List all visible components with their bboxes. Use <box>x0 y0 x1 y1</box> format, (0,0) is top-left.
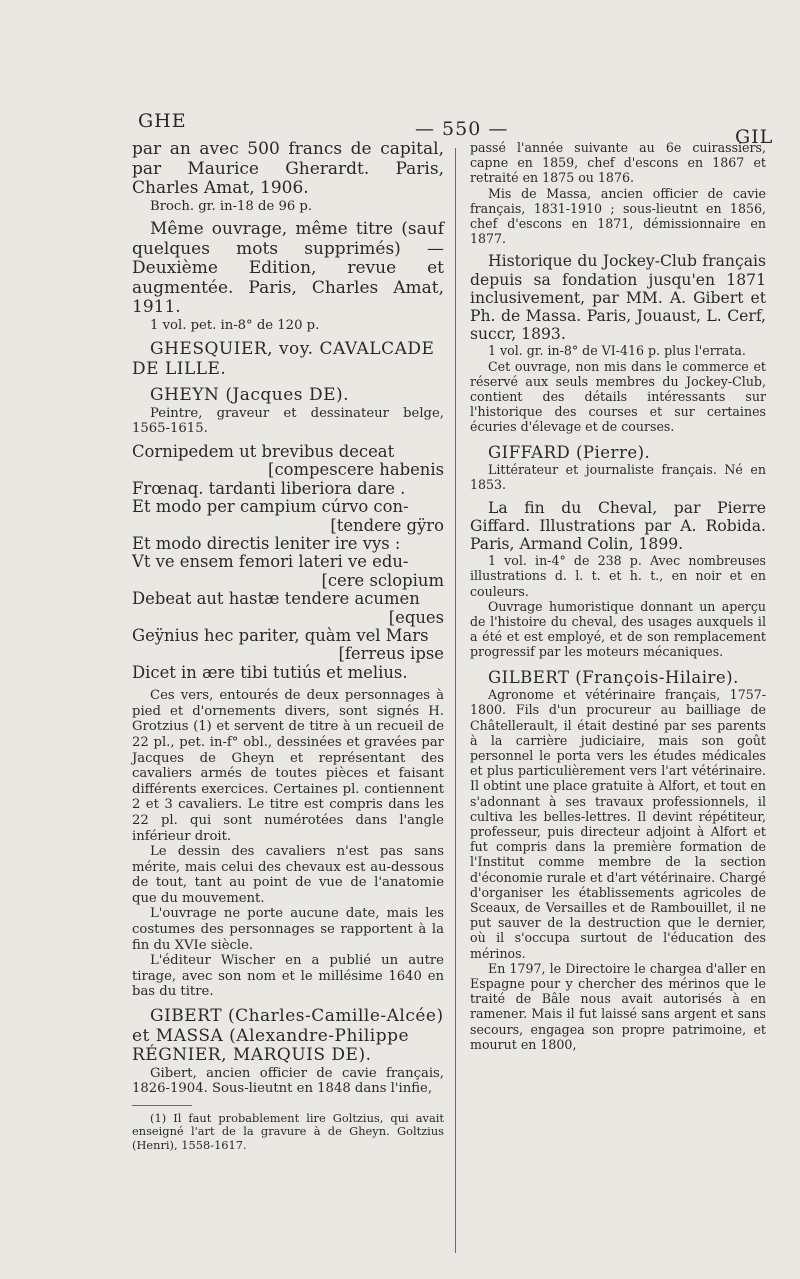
entry-note: Cet ouvrage, non mis dans le commerce et réservé aux seuls membres du Jockey-Club, contient des détails intéressants sur l'historique des courses et sur certaines écuries d'élevage et de courses. <box>470 358 766 435</box>
running-head-right: GIL <box>735 126 774 148</box>
entry-heading: GIFFARD (Pierre). <box>488 442 651 462</box>
verse-line: Debeat aut hastæ tendere acumen <box>132 589 420 609</box>
entry-note: Ouvrage humoristique donnant un aperçu de l'histoire du cheval, des usages auxquels il a été et est employé, et de son remplacement progressif par les moteurs mécaniques. <box>470 598 766 660</box>
page-number: — 550 — <box>415 118 509 140</box>
entry-heading: GILBERT (François-Hilaire). <box>488 667 739 687</box>
entry-note: Peintre, graveur et dessinateur belge, 1565-1615. <box>132 405 444 437</box>
verse-line: Frœnaq. tardanti liberiora dare . <box>132 478 406 498</box>
entry-note: Ces vers, entourés de deux personnages à pied et d'ornements divers, sont signés H. Grotzius (1) et servent de titre à un recueil de 22 pl., pet. in-f° obl., dessinées et gravées par Jacques de Gheyn et représentant des cavaliers armés de toutes pièces et faisant différents exercices. Certaines pl. contiennent 2 et 3 cavaliers. Le titre est compris dans les 22 pl. qui sont numérotées dans l'angle inférieur droit. <box>132 688 444 844</box>
entry-note: Agronome et vétérinaire français, 1757-1800. Fils d'un procureur au bailliage de Châtellerault, il était destiné par ses parents à la carrière judiciaire, mais son goût personnel le porta vers les études médicales et plus particulièrement vers l'art vétérinaire. Il obtint une place gratuite à Alfort, et tout en s'adonnant à ses travaux professionnels, il cultiva les belles-lettres. Il devint répétiteur, professeur, puis directeur adjoint à Alfort et fut compris dans la première formation de l'Institut comme membre de la section d'économie rurale et d'art vétérinaire. Chargé d'organiser les établissements agricoles de Sceaux, de Versailles et de Rambouillet, il ne put sauver de la destruction que le dernier, où il s'occupa surtout de l'éducation des mérinos. <box>470 687 766 961</box>
verse-line: [eques <box>388 607 444 627</box>
entry-note: Littérateur et journaliste français. Né en 1853. <box>470 462 766 493</box>
entry-text: Même ouvrage, même titre (sauf quelques mots supprimés) — Deuxième Edition, revue et augmentée. Paris, Charles Amat, 1911. <box>132 219 444 318</box>
entry-text: Historique du Jockey-Club français depuis sa fondation jusqu'en 1871 inclusivement, par MM. A. Gibert et Ph. de Massa. Paris, Jouaust, L. Cerf, succr, 1893. <box>470 252 766 344</box>
column-divider <box>455 148 456 1253</box>
verse-line: [cere sclopium <box>321 570 444 590</box>
entry-note: Mis de Massa, ancien officier de cavie français, 1831-1910 ; sous-lieutnt en 1856, chef d'escons en 1871, démissionnaire en 1877. <box>470 185 766 247</box>
entry-text: par an avec 500 francs de capital, par Maurice Gherardt. Paris, Charles Amat, 1906. <box>132 139 444 198</box>
entry-note: En 1797, le Directoire le chargea d'aller en Espagne pour y chercher des mérinos que le traité de Bâle nous avait autorisés à en ramener. Mais il fut laissé sans argent et sans secours, engagea son propre patrimoine, et mourut en 1800, <box>470 960 766 1052</box>
left-column <box>132 140 444 1152</box>
entry-heading: GIBERT (Charles-Camille-Alcée) et MASSA (Alexandre-Philippe RÉGNIER, MARQUIS DE). <box>132 1006 444 1066</box>
entry-heading: GHESQUIER, voy. CAVALCADE DE LILLE. <box>132 339 435 379</box>
verse-line: Vt ve ensem femori lateri ve edu- <box>132 552 409 572</box>
entry-note: 1 vol. pet. in-8° de 120 p. <box>150 317 320 333</box>
verse-line: Dicet in ære tibi tutiús et melius. <box>132 662 408 682</box>
verse-line: Et modo directis leniter ire vys : <box>132 533 401 553</box>
verse-line: Geÿnius hec pariter, quàm vel Mars <box>132 625 429 645</box>
entry-note: passé l'année suivante au 6e cuirassiers, capne en 1859, chef d'escons en 1867 et retraité en 1875 ou 1876. <box>470 140 766 186</box>
verse-line: [tendere gÿro <box>330 515 444 535</box>
verse-line: Et modo per campium cúrvo con- <box>132 497 409 517</box>
entry-note: Le dessin des cavaliers n'est pas sans mérite, mais celui des chevaux est au-dessous de tout, tant au point de vue de l'anatomie que du mouvement. <box>132 844 444 906</box>
verse-block <box>132 443 444 682</box>
footnote: (1) Il faut probablement lire Goltzius, qui avait enseigné l'art de la gravure à de Gheyn. Goltzius (Henri), 1558-1617. <box>132 1110 444 1152</box>
verse-line: Cornipedem ut brevibus deceat <box>132 441 395 461</box>
entry-note: 1 vol. gr. in-8° de VI-416 p. plus l'errata. <box>488 343 746 359</box>
right-column <box>470 140 766 1052</box>
verse-line: [ferreus ipse <box>338 644 444 664</box>
entry-heading: GHEYN (Jacques DE). <box>150 385 350 406</box>
entry-note: Gibert, ancien officier de cavie français, 1826-1904. Sous-lieutnt en 1848 dans l'infie, <box>132 1065 444 1097</box>
entry-text: La fin du Cheval, par Pierre Giffard. Illustrations par A. Robida. Paris, Armand Colin, 1899. <box>470 498 766 553</box>
entry-note: L'ouvrage ne porte aucune date, mais les costumes des personnages se rapportent à la fin du XVIe siècle. <box>132 906 444 953</box>
verse-line: [compescere habenis <box>268 460 444 480</box>
running-head-left: GHE <box>138 110 187 132</box>
entry-note: Broch. gr. in-18 de 96 p. <box>150 198 313 214</box>
entry-note: L'éditeur Wischer en a publié un autre tirage, avec son nom et le millésime 1640 en bas du titre. <box>132 953 444 1000</box>
footnote-rule <box>132 1105 192 1106</box>
entry-note: 1 vol. in-4° de 238 p. Avec nombreuses illustrations d. l. t. et h. t., en noir et en couleurs. <box>470 553 766 599</box>
